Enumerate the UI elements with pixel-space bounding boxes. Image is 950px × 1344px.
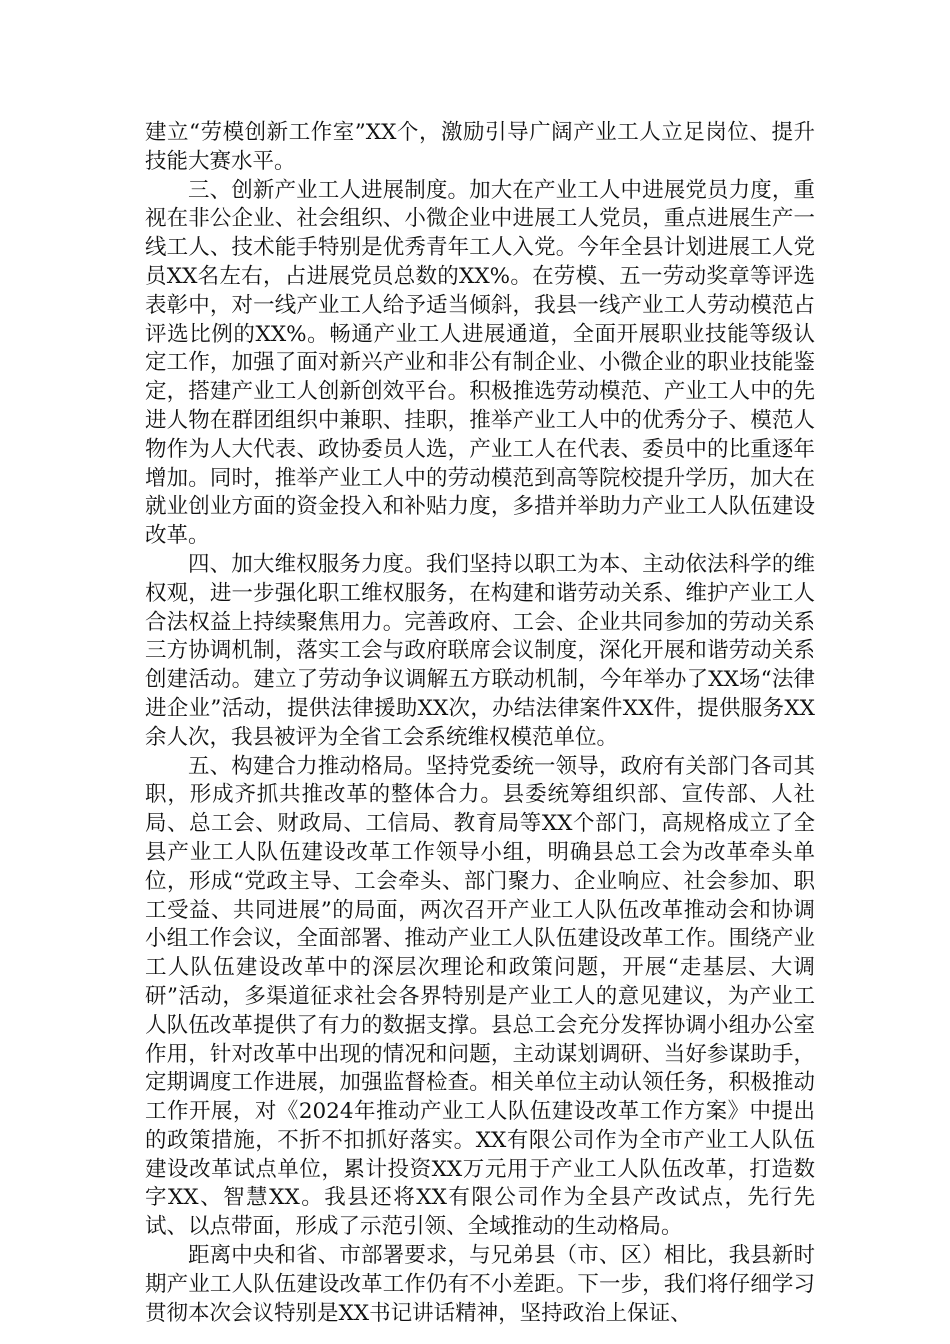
paragraph-section-five: 五、构建合力推动格局。坚持党委统一领导，政府有关部门各司其职，形成齐抓共推改革的整体合力。县委统筹组织部、宣传部、人社局、总工会、财政局、工信局、教育局等XX个部门，高规格成立了全县产业工人队伍建设改革工作领导小组，明确县总工会为改革牵头单位，形成“党政主导、工会牵头、部门聚力、企业响应、社会参加、职工受益、共同进展”的局面，两次召开产业工人队伍改革推动会和协调小组工作会议，全面部署、推动产业工人队伍建设改革工作。围绕产业工人队伍建设改革中的深层次理论和政策问题，开展“走基层、大调研”活动，多渠道征求社会各界特别是产业工人的意见建议，为产业工人队伍改革提供了有力的数据支撑。县总工会充分发挥协调小组办公室作用，针对改革中出现的情况和问题，主动谋划调研、当好参谋助手，定期调度工作进展，加强监督检查。相关单位主动认领任务，积极推动工作开展，对《2024年推动产业工人队伍建设改革工作方案》中提出的政策措施，不折不扣抓好落实。XX有限公司作为全市产业工人队伍建设改革试点单位，累计投资XX万元用于产业工人队伍改革，打造数字XX、智慧XX。我县还将XX有限公司作为全县产改试点，先行先试、以点带面，形成了示范引领、全域推动的生动格局。 [145,753,815,1240]
paragraph-next-steps: 距离中央和省、市部署要求，与兄弟县（市、区）相比，我县新时期产业工人队伍建设改革工作仍有不小差距。下一步，我们将仔细学习贯彻本次会议特别是XX书记讲话精神，坚持政治上保证、 [145,1243,815,1326]
paragraph-section-three: 三、创新产业工人进展制度。加大在产业工人中进展党员力度，重视在非公企业、社会组织、小微企业中进展工人党员，重点进展生产一线工人、技术能手特别是优秀青年工人入党。今年全县计划进展工人党员XX名左右，占进展党员总数的XX%。在劳模、五一劳动奖章等评选表彰中，对一线产业工人给予适当倾斜，我县一线产业工人劳动模范占评选比例的XX%。畅通产业工人进展通道，全面开展职业技能等级认定工作，加强了面对新兴产业和非公有制企业、小微企业的职业技能鉴定，搭建产业工人创新创效平台。积极推选劳动模范、产业工人中的先进人物在群团组织中兼职、挂职，推举产业工人中的优秀分子、模范人物作为人大代表、政协委员人选，产业工人在代表、委员中的比重逐年增加。同时，推举产业工人中的劳动模范到高等院校提升学历，加大在就业创业方面的资金投入和补贴力度，多措并举助力产业工人队伍建设改革。 [145,177,815,549]
document-body [145,119,815,1328]
paragraph-continued: 建立“劳模创新工作室”XX个，激励引导广阔产业工人立足岗位、提升技能大赛水平。 [145,120,815,174]
paragraph-section-four: 四、加大维权服务力度。我们坚持以职工为本、主动依法科学的维权观，进一步强化职工维权服务，在构建和谐劳动关系、维护产业工人合法权益上持续聚焦用力。完善政府、工会、企业共同参加的劳动关系三方协调机制，落实工会与政府联席会议制度，深化开展和谐劳动关系创建活动。建立了劳动争议调解五方联动机制，今年举办了XX场“法律进企业”活动，提供法律援助XX次，办结法律案件XX件，提供服务XX余人次，我县被评为全省工会系统维权模范单位。 [145,551,815,750]
